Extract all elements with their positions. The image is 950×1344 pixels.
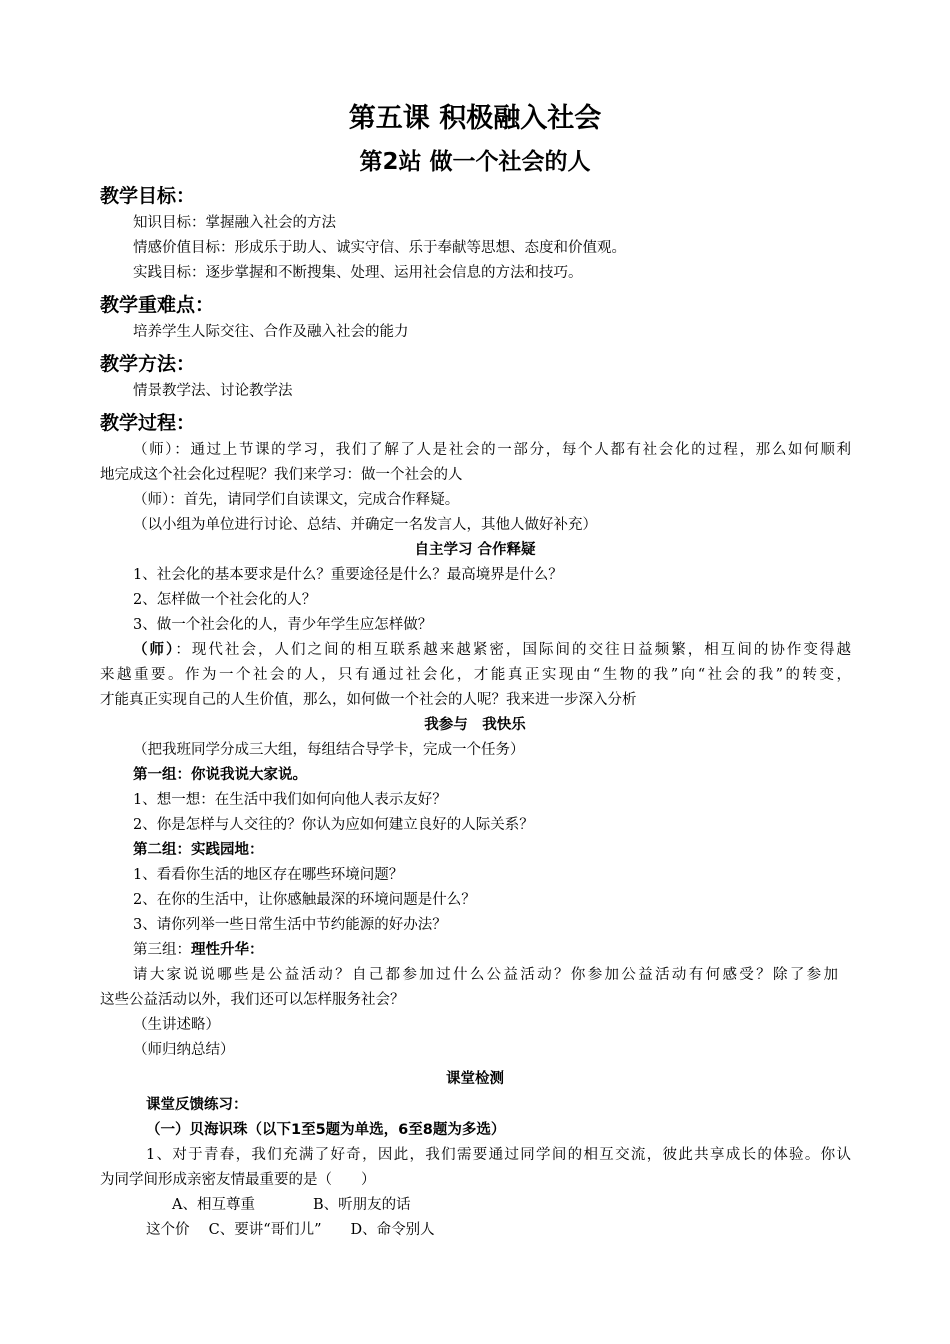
exercise-1-options-cd: 这个价 C、要讲“哥们儿” D、命令别人 bbox=[146, 1222, 435, 1238]
group-1-heading: 第一组：你说我说大家说。 bbox=[133, 766, 307, 783]
page-title: 第五课 积极融入社会 bbox=[348, 103, 602, 134]
process-paragraph-1a: （师）：通过上节课的学习，我们了解了人是社会的一部分，每个人都有社会化的过程，那么如何顺利 bbox=[133, 442, 851, 458]
question-2: 2、怎样做一个社会化的人？ bbox=[133, 592, 317, 608]
group-3-heading bbox=[133, 938, 853, 962]
section-heading-difficulties: 教学重难点： bbox=[100, 294, 215, 316]
objective-knowledge: 知识目标：掌握融入社会的方法 bbox=[133, 215, 336, 231]
process-paragraph-4c: 才能真正实现自己的人生价值，那么，如何做一个社会的人呢？我来进一步深入分析 bbox=[100, 692, 637, 708]
objective-practice: 实践目标：逐步掌握和不断搜集、处理、运用社会信息的方法和技巧。 bbox=[133, 265, 583, 281]
group-3-title: 理性升华： bbox=[191, 941, 264, 958]
group-2-question-2: 2、在你的生活中，让你感触最深的环境问题是什么？ bbox=[133, 892, 476, 908]
student-narration: （生讲述略） bbox=[133, 1017, 220, 1033]
method-text: 情景教学法、讨论教学法 bbox=[133, 383, 293, 399]
page-subtitle: 第2站 做一个社会的人 bbox=[359, 149, 591, 175]
part-1-heading: （一）贝海识珠（以下1至5题为单选，6至8题为多选） bbox=[146, 1122, 506, 1138]
exercise-1-stem-b: 为同学间形成亲密友情最重要的是（ ） bbox=[100, 1172, 376, 1188]
feedback-heading: 课堂反馈练习： bbox=[146, 1097, 248, 1113]
section-heading-process: 教学过程： bbox=[100, 412, 196, 434]
group-3-prefix: 第三组： bbox=[133, 942, 191, 958]
heading-self-study: 自主学习 合作释疑 bbox=[414, 542, 536, 558]
objective-emotion: 情感价值目标：形成乐于助人、诚实守信、乐于奉献等思想、态度和价值观。 bbox=[133, 240, 626, 256]
teacher-summary: （师归纳总结） bbox=[133, 1042, 235, 1058]
process-paragraph-4a bbox=[133, 638, 851, 662]
heading-participate: 我参与 我快乐 bbox=[424, 717, 526, 733]
group-2-heading: 第二组：实践园地： bbox=[133, 841, 264, 858]
group-3-paragraph-b: 这些公益活动以外，我们还可以怎样服务社会？ bbox=[100, 992, 405, 1008]
exercise-1-options-ab: A、相互尊重 B、听朋友的话 bbox=[172, 1197, 411, 1213]
question-1: 1、社会化的基本要求是什么？重要途径是什么？最高境界是什么？ bbox=[133, 567, 563, 583]
group-1-question-2: 2、你是怎样与人交往的？你认为应如何建立良好的人际关系？ bbox=[133, 817, 534, 833]
process-paragraph-3: （以小组为单位进行讨论、总结、并确定一名发言人，其他人做好补充） bbox=[133, 517, 597, 533]
process-paragraph-1b: 地完成这个社会化过程呢？我们来学习：做一个社会的人 bbox=[100, 467, 463, 483]
heading-class-test: 课堂检测 bbox=[446, 1071, 504, 1087]
question-3: 3、做一个社会化的人，青少年学生应怎样做？ bbox=[133, 617, 433, 633]
difficulty-text: 培养学生人际交往、合作及融入社会的能力 bbox=[133, 324, 409, 340]
section-heading-methods: 教学方法： bbox=[100, 353, 196, 375]
process-paragraph-4a-text: ：现代社会，人们之间的相互联系越来越紧密，国际间的交往日益频繁，相互间的协作变得越 bbox=[175, 642, 852, 658]
group-3-paragraph-a: 请大家说说哪些是公益活动？自己都参加过什么公益活动？你参加公益活动有何感受？除了参加 bbox=[133, 967, 838, 983]
teacher-label: （师） bbox=[133, 641, 176, 658]
process-paragraph-4b: 来越重要。作为一个社会的人，只有通过社会化，才能真正实现由“生物的我”向“社会的我”的转变， bbox=[100, 667, 851, 683]
exercise-1-stem-a: 1、对于青春，我们充满了好奇，因此，我们需要通过同学间的相互交流，彼此共享成长的体验。你认 bbox=[146, 1147, 851, 1163]
process-paragraph-2: （师）：首先，请同学们自读课文，完成合作释疑。 bbox=[133, 492, 460, 508]
group-1-question-1: 1、想一想：在生活中我们如何向他人表示友好？ bbox=[133, 792, 447, 808]
section-heading-objectives: 教学目标： bbox=[100, 185, 196, 207]
group-2-question-1: 1、看看你生活的地区存在哪些环境问题？ bbox=[133, 867, 404, 883]
process-paragraph-5: （把我班同学分成三大组，每组结合导学卡，完成一个任务） bbox=[133, 742, 525, 758]
group-2-question-3: 3、请你列举一些日常生活中节约能源的好办法？ bbox=[133, 917, 447, 933]
